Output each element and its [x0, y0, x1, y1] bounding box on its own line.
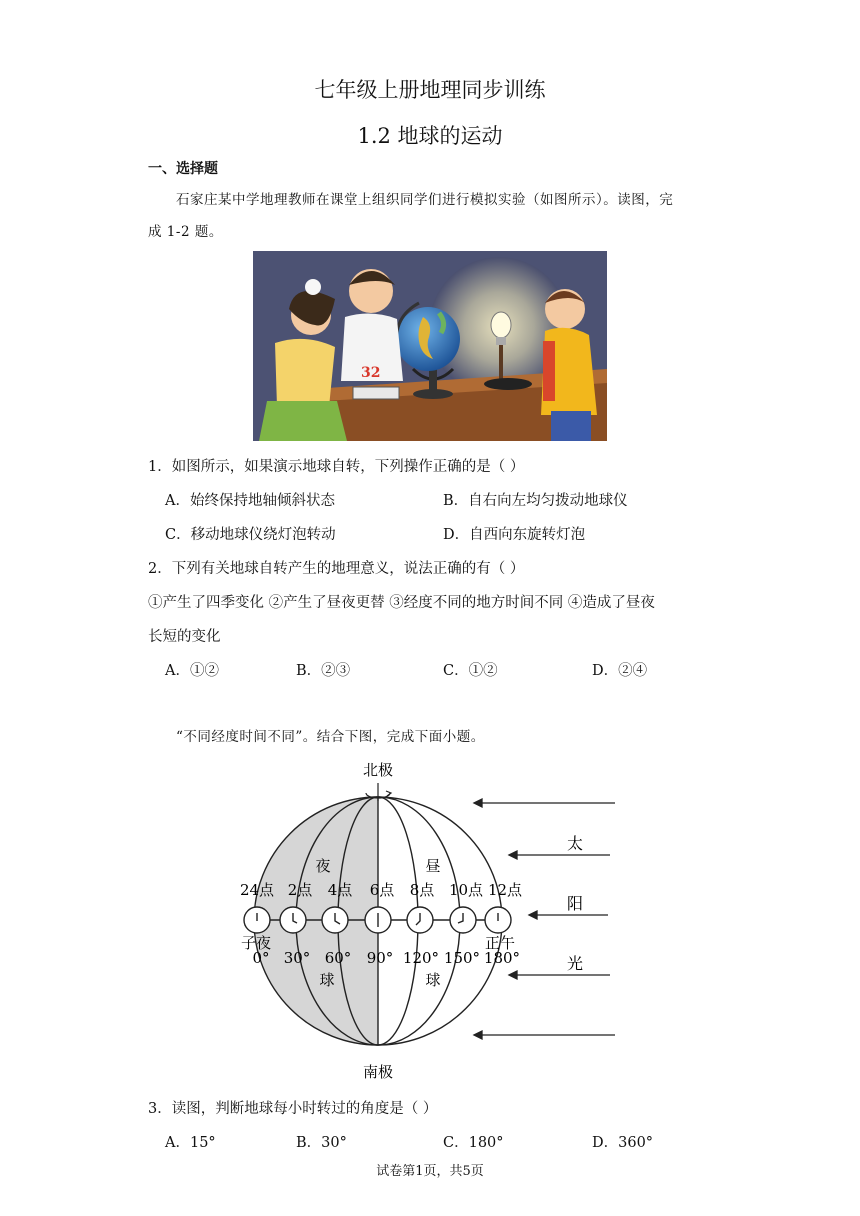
question-2-option-d[interactable]: D．②④ [592, 663, 648, 679]
north-pole-label: 北极 [362, 761, 394, 779]
question-2-statements-line2: 长短的变化 [148, 629, 221, 645]
longitude-label: 60° [324, 949, 352, 967]
longitude-label: 180° [483, 949, 521, 967]
question-2-option-c[interactable]: C．①② [443, 663, 498, 679]
question-1-option-d[interactable]: D．自西向东旋转灯泡 [443, 527, 586, 543]
intro-paragraph-line2: 成 1-2 题。 [148, 224, 223, 240]
svg-text:32: 32 [361, 365, 381, 381]
sunlight-label: 太 [566, 834, 584, 853]
experiment-illustration [253, 251, 607, 441]
question-1-option-b[interactable]: B．自右向左均匀拨动地球仪 [443, 493, 628, 509]
day-label: 昼 [425, 857, 441, 875]
question-2-option-a[interactable]: A．①② [165, 663, 219, 679]
sunlight-label: 光 [566, 954, 584, 973]
longitude-label: 90° [366, 949, 394, 967]
globe-label-right: 球 [425, 971, 441, 989]
time-label: 6点 [369, 881, 395, 899]
section-heading: 一、选择题 [148, 161, 218, 177]
question-1-stem: 1．如图所示，如果演示地球自转，下列操作正确的是（ ） [148, 459, 525, 475]
question-2-statements-line1: ①产生了四季变化 ②产生了昼夜更替 ③经度不同的地方时间不同 ④造成了昼夜 [148, 595, 655, 611]
time-label: 24点 [239, 881, 275, 899]
longitude-label: 150° [443, 949, 481, 967]
page-footer: 试卷第1页，共5页 [376, 1164, 484, 1179]
longitude-label: 120° [402, 949, 440, 967]
longitude-label: 30° [283, 949, 311, 967]
question-3-option-a[interactable]: A．15° [165, 1135, 216, 1151]
longitude-label: 0° [252, 949, 270, 967]
question-3-stem: 3．读图，判断地球每小时转过的角度是（ ） [148, 1101, 438, 1117]
question-3-option-b[interactable]: B．30° [296, 1135, 347, 1151]
intro-paragraph-2: “不同经度时间不同”。结合下图，完成下面小题。 [176, 729, 485, 745]
time-label: 4点 [327, 881, 353, 899]
midnight-label: 子夜 [240, 934, 272, 952]
question-2-stem: 2．下列有关地球自转产生的地理意义，说法正确的有（ ） [148, 561, 525, 577]
night-label: 夜 [315, 857, 331, 875]
question-2-option-b[interactable]: B．②③ [296, 663, 351, 679]
doc-title: 七年级上册地理同步训练 [314, 78, 546, 102]
time-label: 2点 [287, 881, 313, 899]
question-1-option-c[interactable]: C．移动地球仪绕灯泡转动 [165, 527, 336, 543]
time-label: 10点 [448, 881, 484, 899]
earth-rotation-diagram [230, 755, 630, 1085]
question-3-option-d[interactable]: D．360° [592, 1135, 654, 1151]
question-1-option-a[interactable]: A．始终保持地轴倾斜状态 [165, 493, 335, 509]
noon-label: 正午 [484, 934, 516, 952]
time-label: 12点 [487, 881, 523, 899]
south-pole-label: 南极 [362, 1063, 394, 1081]
time-label: 8点 [409, 881, 435, 899]
doc-subtitle: 1.2 地球的运动 [357, 124, 503, 148]
sunlight-label: 阳 [566, 894, 584, 913]
question-3-option-c[interactable]: C．180° [443, 1135, 504, 1151]
intro-paragraph-line1: 石家庄某中学地理教师在课堂上组织同学们进行模拟实验（如图所示）。读图，完 [176, 192, 674, 208]
globe-label-left: 球 [319, 971, 335, 989]
